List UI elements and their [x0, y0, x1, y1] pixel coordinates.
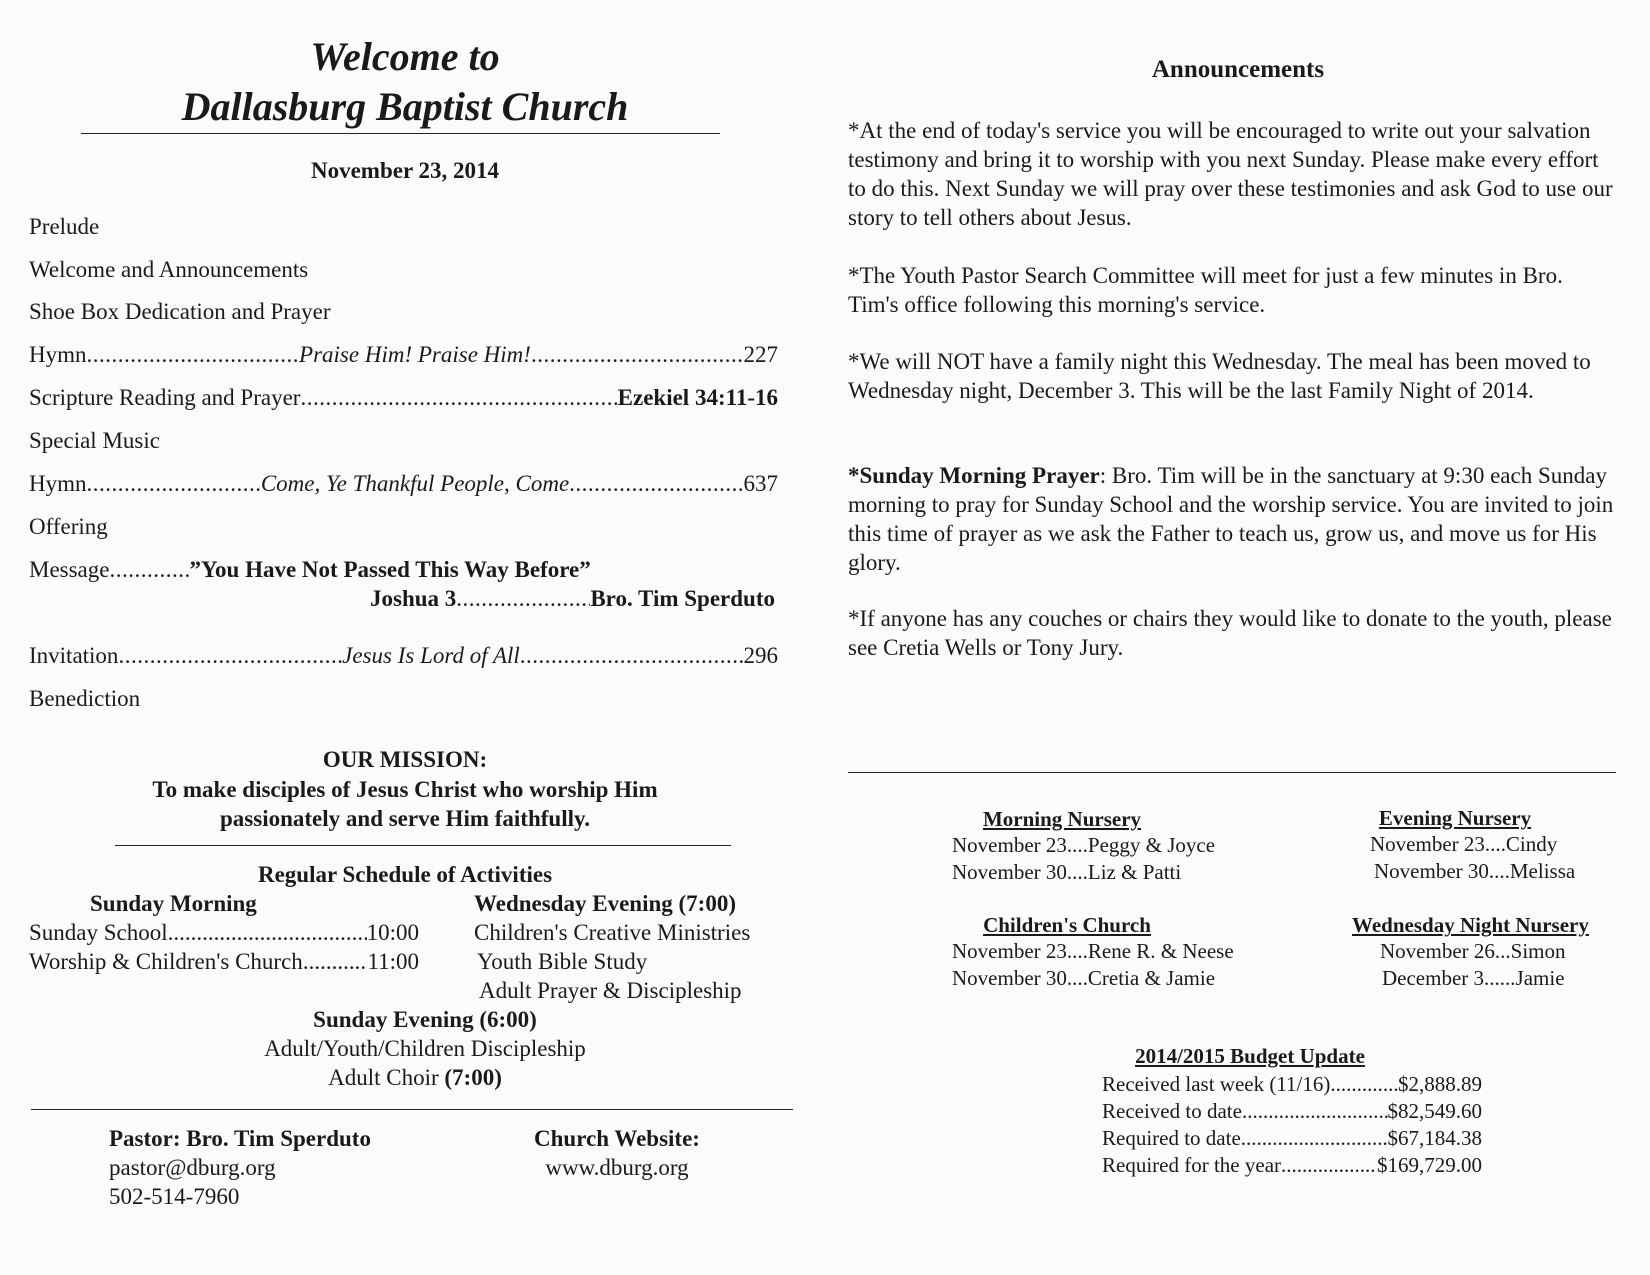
nursery-line: November 23....Peggy & Joyce — [952, 833, 1216, 857]
budget-label: Received to date — [1102, 1099, 1242, 1123]
childrens-church — [952, 913, 1252, 992]
sunday-evening-line-1: Adult/Youth/Children Discipleship — [264, 1036, 586, 1061]
nursery-line: November 23....Cindy — [1370, 832, 1558, 856]
page-title-line1: Welcome to — [310, 34, 500, 79]
choir-time: (7:00) — [444, 1065, 502, 1090]
sunday-evening-heading: Sunday Evening (6:00) — [313, 1007, 537, 1032]
message-speaker: Bro. Tim Sperduto — [590, 586, 775, 611]
wednesday-item: Children's Creative Ministries — [474, 920, 751, 945]
announcement-4 — [848, 461, 1618, 577]
announcement-2: *The Youth Pastor Search Committee will meet for just a few minutes in Bro. Tim's office following this morning's service. — [848, 263, 1563, 317]
hymn-title: Come, Ye Thankful People, Come — [260, 471, 570, 496]
activity-time: 11:00 — [367, 949, 419, 974]
wednesday-item: Youth Bible Study — [477, 949, 648, 974]
message-reference: Joshua 3 — [370, 586, 457, 611]
budget-row — [1102, 1125, 1482, 1152]
activity-label: Worship & Children's Church — [29, 949, 303, 974]
leader-dots — [303, 949, 368, 975]
order-special-music: Special Music — [29, 428, 160, 453]
order-message — [29, 557, 639, 583]
scripture-label: Scripture Reading and Prayer — [29, 385, 301, 410]
announcement-5: *If anyone has any couches or chairs they would like to donate to the youth, please see Cretia Wells or Tony Jury. — [848, 606, 1612, 660]
leader-dots — [1330, 1071, 1398, 1098]
schedule-heading: Regular Schedule of Activities — [257, 862, 553, 887]
wednesday-heading: Wednesday Evening (7:00) — [474, 891, 736, 916]
schedule-row — [29, 920, 419, 946]
childrens-church-heading: Children's Church — [983, 913, 1151, 937]
order-hymn-2 — [29, 471, 778, 497]
announcement-4-heading: *Sunday Morning Prayer — [848, 463, 1100, 488]
leader-dots — [87, 342, 300, 368]
budget-amount: $82,549.60 — [1387, 1099, 1482, 1123]
page-title-line2: Dallasburg Baptist Church — [181, 84, 629, 129]
service-date: November 23, 2014 — [310, 158, 500, 183]
order-invitation — [29, 643, 778, 669]
announcements-title: Announcements — [1151, 56, 1325, 83]
leader-dots — [300, 385, 617, 411]
wednesday-nursery-heading: Wednesday Night Nursery — [1352, 913, 1589, 937]
mission-divider — [115, 845, 731, 846]
announcement-3: *We will NOT have a family night this Wednesday. The meal has been moved to Wednesday night, December 3. This will be the last Family Night of 2014. — [848, 349, 1591, 403]
wednesday-nursery — [1352, 913, 1622, 992]
morning-nursery — [952, 807, 1232, 886]
hymn-number: 637 — [743, 471, 778, 496]
morning-nursery-heading: Morning Nursery — [982, 807, 1142, 831]
pastor-phone: 502-514-7960 — [109, 1184, 240, 1209]
wednesday-item: Adult Prayer & Discipleship — [479, 978, 742, 1003]
budget-row — [1102, 1071, 1482, 1098]
nursery-line: November 30....Cretia & Jamie — [952, 966, 1216, 990]
nursery-line: November 30....Melissa — [1374, 859, 1576, 883]
hymn-label: Hymn — [29, 342, 87, 367]
invitation-number: 296 — [743, 643, 778, 668]
order-benediction: Benediction — [29, 686, 141, 711]
budget-label: Required to date — [1102, 1126, 1241, 1150]
website-url: www.dburg.org — [545, 1155, 689, 1180]
sunday-morning-heading: Sunday Morning — [90, 891, 257, 916]
mission-heading: OUR MISSION: — [322, 747, 488, 772]
budget-row — [1102, 1098, 1482, 1125]
nursery-divider — [848, 772, 1616, 773]
leader-dots — [1241, 1125, 1388, 1152]
mission-line-1: To make disciples of Jesus Christ who worship Him — [152, 777, 658, 802]
order-message-detail — [370, 586, 775, 612]
budget-table — [1102, 1071, 1482, 1179]
budget-amount: $2,888.89 — [1398, 1072, 1482, 1096]
budget-label: Received last week (11/16) — [1102, 1072, 1331, 1096]
footer-divider — [31, 1109, 793, 1110]
pastor-heading: Pastor: Bro. Tim Sperduto — [109, 1126, 371, 1151]
announcement-4-body: : Bro. Tim will be in the sanctuary at 9:30 each Sunday morning to pray for Sunday School and the worship service. You are invited to join this time of prayer as we ask the Father to teach us, grow us, and move us for His glory. — [848, 463, 1614, 575]
website-heading: Church Website: — [534, 1126, 700, 1151]
budget-amount: $169,729.00 — [1377, 1153, 1482, 1177]
activity-label: Sunday School — [29, 920, 168, 945]
leader-dots — [109, 557, 189, 583]
leader-dots — [1242, 1098, 1388, 1125]
leader-dots — [531, 342, 744, 368]
leader-dots — [118, 643, 342, 669]
announcement-1: *At the end of today's service you will be encouraged to write out your salvation testimony and bring it to worship with you next Sunday. Please make every effort to do this. Next Sunday we will pray over these testimonies and ask God to use our story to tell others about Jesus. — [848, 118, 1613, 230]
invitation-title: Jesus Is Lord of All — [342, 643, 520, 668]
budget-amount: $67,184.38 — [1387, 1126, 1482, 1150]
hymn-label: Hymn — [29, 471, 87, 496]
activity-time: 10:00 — [366, 920, 419, 945]
nursery-line: November 30....Liz & Patti — [952, 860, 1182, 884]
message-label: Message — [29, 557, 110, 582]
title-divider — [81, 133, 720, 134]
pastor-email: pastor@dburg.org — [109, 1155, 276, 1180]
order-welcome: Welcome and Announcements — [29, 257, 309, 282]
schedule-row — [29, 949, 419, 975]
scripture-reference: Ezekiel 34:11-16 — [617, 385, 778, 410]
order-offering: Offering — [29, 514, 108, 539]
order-hymn-1 — [29, 342, 778, 368]
message-title: ”You Have Not Passed This Way Before” — [189, 557, 591, 582]
order-shoebox: Shoe Box Dedication and Prayer — [29, 299, 331, 324]
hymn-number: 227 — [743, 342, 778, 367]
budget-label: Required for the year — [1102, 1153, 1282, 1177]
evening-nursery-heading: Evening Nursery — [1378, 806, 1532, 830]
evening-nursery — [1370, 806, 1620, 885]
nursery-line: November 26...Simon — [1380, 939, 1566, 963]
leader-dots — [168, 920, 367, 946]
budget-heading: 2014/2015 Budget Update — [1135, 1044, 1365, 1068]
leader-dots — [569, 471, 743, 497]
sunday-evening-line-2 — [80, 1065, 750, 1091]
order-scripture — [29, 385, 778, 411]
choir-label: Adult Choir — [328, 1065, 445, 1090]
budget-row — [1102, 1152, 1482, 1179]
order-prelude: Prelude — [29, 214, 100, 239]
nursery-line: December 3......Jamie — [1382, 966, 1565, 990]
hymn-title: Praise Him! Praise Him! — [299, 342, 531, 367]
nursery-line: November 23....Rene R. & Neese — [952, 939, 1234, 963]
invitation-label: Invitation — [29, 643, 119, 668]
mission-line-2: passionately and serve Him faithfully. — [220, 806, 590, 831]
leader-dots — [520, 643, 744, 669]
leader-dots — [1281, 1152, 1377, 1179]
leader-dots — [456, 586, 590, 612]
leader-dots — [87, 471, 261, 497]
